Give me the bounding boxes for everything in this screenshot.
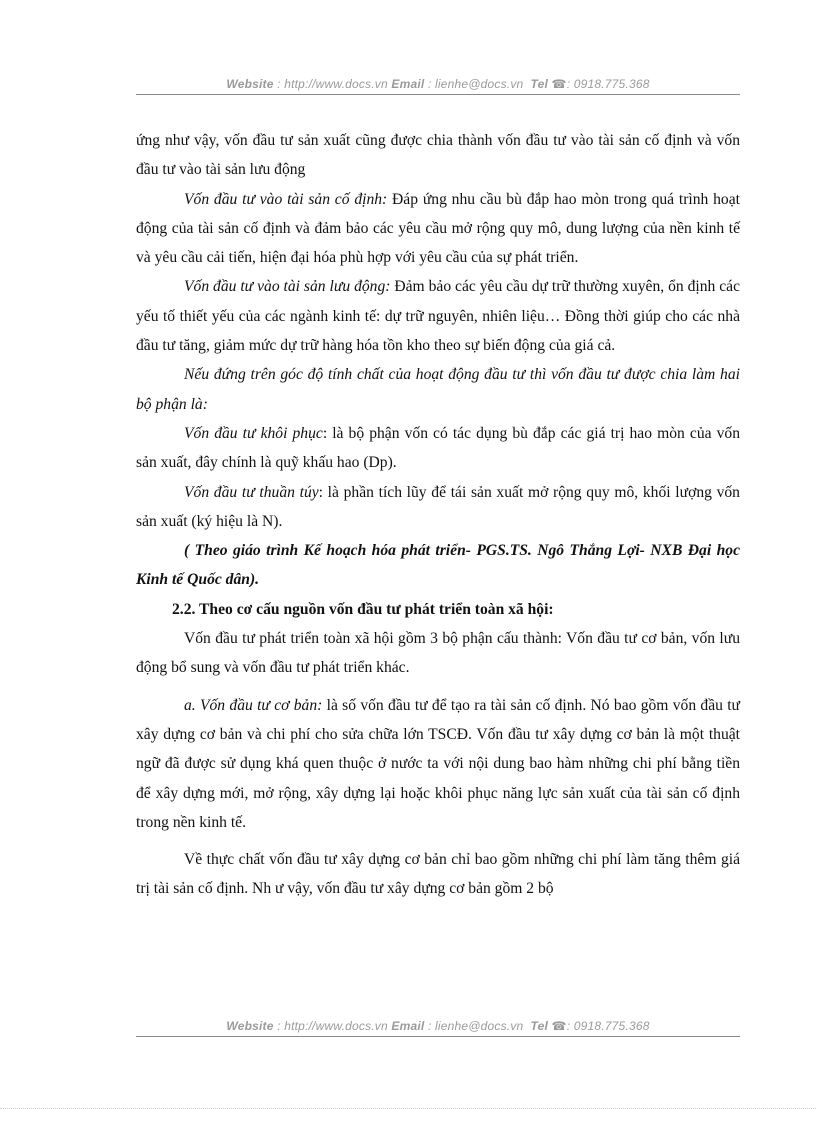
paragraph: Vốn đầu tư vào tài sản lưu động: Đảm bảo các yêu cầu dự trữ thường xuyên, ổn định các yếu tố thiết yếu của các ngành kinh tế: dự trữ nguyên, nhiên liệu… Đồng thời giúp cho các nhà đầu tư tăng, giảm mức dự trữ hàng hóa tồn kho theo sự biến động của giá cả. (136, 278, 740, 355)
paragraph: Vốn đầu tư thuần túy: là phần tích lũy để tái sản xuất mở rộng quy mô, khối lượng vốn sản xuất (ký hiệu là N). (136, 483, 740, 530)
header-rule (136, 94, 740, 95)
website-link[interactable]: http://www.docs.vn (284, 77, 388, 91)
paragraph: Về thực chất vốn đầu tư xây dựng cơ bản chỉ bao gồm những chi phí làm tăng thêm giá trị tài sản cố định. Nh ư vậy, vốn đầu tư xây dựng cơ bản gồm 2 bộ (136, 851, 740, 898)
tel-value: 0918.775.368 (573, 77, 650, 91)
paragraph: ứng như vậy, vốn đầu tư sản xuất cũng được chia thành vốn đầu tư vào tài sản cố định và vốn đầu tư vào tài sản lưu động (136, 132, 740, 179)
document-body (136, 126, 740, 904)
term: Vốn đầu tư vào tài sản cố định: (184, 190, 388, 208)
term: a. Vốn đầu tư cơ bản: (184, 696, 323, 714)
tel-label: Tel (530, 1019, 548, 1033)
term: Vốn đầu tư khôi phục (184, 424, 323, 442)
website-label: Website (226, 77, 274, 91)
term: Vốn đầu tư vào tài sản lưu động: (184, 278, 391, 296)
website-link[interactable]: http://www.docs.vn (284, 1019, 388, 1033)
paragraph: Vốn đầu tư phát triển toàn xã hội gồm 3 bộ phận cấu thành: Vốn đầu tư cơ bản, vốn lưu động bổ sung và vốn đầu tư phát triển khác. (136, 630, 740, 677)
tel-label: Tel (530, 77, 548, 91)
paragraph: Nếu đứng trên góc độ tính chất của hoạt động đầu tư thì vốn đầu tư được chia làm hai bộ phận là: (136, 366, 740, 413)
email-link[interactable]: lienhe@docs.vn (435, 77, 524, 91)
email-label: Email (391, 1019, 425, 1033)
phone-icon: ☎ (551, 1019, 567, 1033)
footer-rule (136, 1036, 740, 1037)
page-header: Website : http://www.docs.vn Email : lienhe@docs.vn Tel ☎: 0918.775.368 (226, 77, 650, 91)
tel-value: 0918.775.368 (573, 1019, 650, 1033)
section-heading: 2.2. Theo cơ cấu nguồn vốn đầu tư phát triển toàn xã hội: (172, 600, 554, 618)
website-label: Website (226, 1019, 274, 1033)
paragraph: a. Vốn đầu tư cơ bản: là số vốn đầu tư để tạo ra tài sản cố định. Nó bao gồm vốn đầu tư xây dựng cơ bản và chi phí cho sửa chữa lớn TSCĐ. Vốn đầu tư xây dựng cơ bản là một thuật ngữ đã được sử dụng khá quen thuộc ở nước ta với nội dung bao hàm những chi phí bằng tiền để xây dựng mới, mở rộng, xây dựng lại hoặc khôi phục năng lực sản xuất của tài sản cố định trong nền kinh tế. (136, 696, 740, 831)
page-footer: Website : http://www.docs.vn Email : lienhe@docs.vn Tel ☎: 0918.775.368 (226, 1019, 650, 1033)
paragraph: Vốn đầu tư khôi phục: là bộ phận vốn có tác dụng bù đắp các giá trị hao mòn của vốn sản xuất, đây chính là quỹ khấu hao (Dp). (136, 424, 740, 472)
email-link[interactable]: lienhe@docs.vn (435, 1019, 524, 1033)
paragraph: Vốn đầu tư vào tài sản cố định: Đáp ứng nhu cầu bù đắp hao mòn trong quá trình hoạt động của tài sản cố định và đảm bảo các yêu cầu mở rộng quy mô, dung lượng của nền kinh tế và yêu cầu cải tiến, hiện đại hóa phù hợp với yêu cầu của sự phát triển. (136, 190, 740, 267)
term: Vốn đầu tư thuần túy (184, 483, 319, 501)
page-edge (0, 1108, 816, 1109)
citation: ( Theo giáo trình Kế hoạch hóa phát triển- PGS.TS. Ngô Thắng Lợi- NXB Đại học Kinh tế Quốc dân). (136, 542, 740, 589)
phone-icon: ☎ (551, 77, 567, 91)
email-label: Email (391, 77, 425, 91)
